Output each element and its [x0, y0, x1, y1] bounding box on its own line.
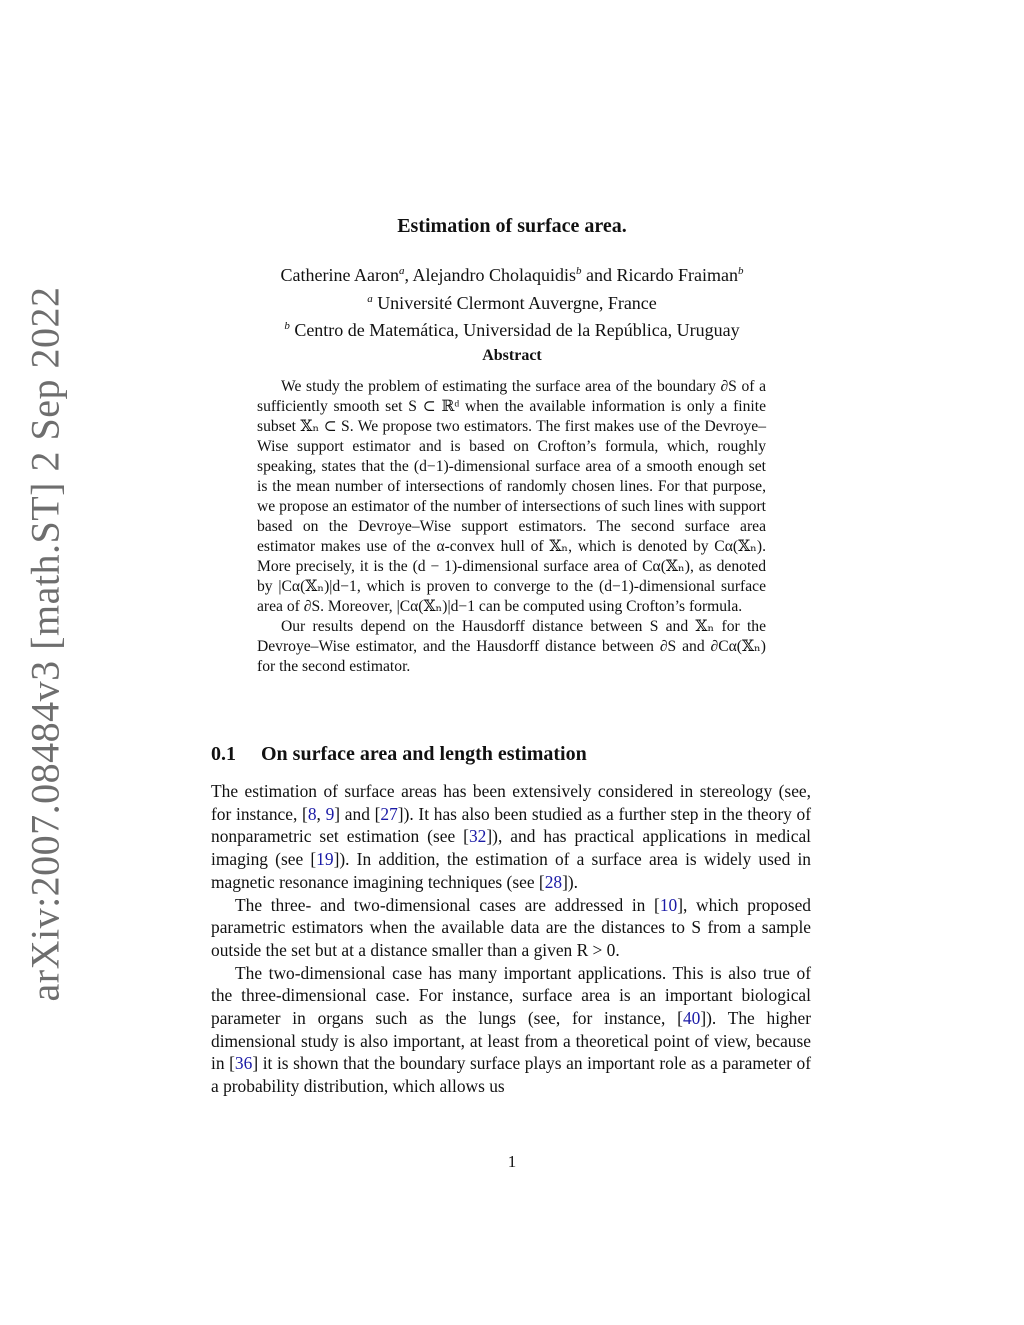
section-number: 0.1	[211, 743, 236, 765]
author-name: Alejandro Cholaquidis	[412, 265, 576, 285]
citation-link[interactable]: 9	[325, 803, 335, 824]
abstract-paragraph: We study the problem of estimating the surface area of the boundary ∂S of a sufficiently smooth set S ⊂ ℝᵈ when the available information is only a finite subset 𝕏ₙ ⊂ S. We propose two estimators. The first makes use of the Devroye–Wise support estimator and is based on Crofton’s formula, which, roughly speaking, states that the (d−1)-dimensional surface area of a smooth enough set is the mean number of intersections of randomly chosen lines. For that purpose, we propose an estimator of the number of intersections of such lines with support based on the Devroye–Wise support estimators. The second surface area estimator makes use of the α-convex hull of 𝕏ₙ, which is denoted by Cα(𝕏ₙ). More precisely, it is the (d − 1)-dimensional surface area of Cα(𝕏ₙ), as denoted by |Cα(𝕏ₙ)|d−1, which is proven to converge to the (d−1)-dimensional surface area of ∂S. Moreover, |Cα(𝕏ₙ)|d−1 can be computed using Crofton’s formula.	[257, 378, 766, 615]
affiliation-a: $^a$ Université Clermont Auvergne, France	[367, 292, 657, 313]
affiliation-b: $^b$ Centro de Matemática, Universidad de la República, Uruguay	[284, 320, 740, 340]
citation-link[interactable]: 19	[316, 849, 334, 870]
body-paragraph: The estimation of surface areas has been extensively considered in stereology (see, for instance, [8, 9] and [27]). It has also been studied as a further step in the theory of nonparametric set estimation (see [32]), and has practical applications in medical imaging (see [19]). In addition, the estimation of a surface area is widely used in magnetic resonance imagining techniques (see [28]).	[211, 781, 811, 892]
citation-link[interactable]: 10	[659, 894, 678, 915]
body-text	[211, 780, 811, 1098]
citation-link[interactable]: 28	[544, 871, 563, 892]
citation-link[interactable]: 8	[307, 803, 317, 824]
citation-link[interactable]: 27	[380, 803, 398, 824]
abstract-heading: Abstract	[482, 347, 542, 364]
abstract-body	[257, 377, 766, 677]
author-name: Catherine Aaron	[280, 265, 399, 285]
body-paragraph: The two-dimensional case has many important applications. This is also true of the three-dimensional case. For instance, surface area is an important biological parameter in organs such as the lungs (see, for instance, [40]). The higher dimensional study is also important, at least from a theoretical point of view, because in [36] it is shown that the boundary surface plays an important role as a parameter of a probability distribution, which allows us	[211, 962, 811, 1097]
citation-link[interactable]: 40	[682, 1008, 701, 1029]
paper-title: Estimation of surface area.	[397, 215, 627, 237]
section-title: On surface area and length estimation	[261, 743, 587, 765]
author-name: Ricardo Fraiman	[616, 265, 738, 285]
arxiv-sidebar-stamp	[20, 286, 70, 1002]
abstract-paragraph: Our results depend on the Hausdorff distance between S and 𝕏ₙ for the Devroye–Wise estimator, and the Hausdorff distance between ∂S and ∂Cα(𝕏ₙ) for the second estimator.	[257, 618, 766, 675]
affiliation-mark: b	[737, 265, 744, 277]
citation-link[interactable]: 32	[468, 826, 487, 847]
affiliation-mark: a	[399, 265, 405, 277]
section-heading	[211, 743, 811, 766]
affiliation-mark: b	[576, 265, 582, 277]
citation-link[interactable]: 36	[234, 1053, 253, 1074]
page-number: 1	[507, 1152, 517, 1171]
author-line: Catherine Aaron$^a$, Alejandro Cholaquidis$^b$ and Ricardo Fraiman$^b$	[280, 265, 744, 285]
body-paragraph: The three- and two-dimensional cases are addressed in [10], which proposed parametric estimators when the available data are the distances to S from a sample outside the set but at a distance smaller than a given R > 0.	[211, 894, 811, 960]
arxiv-stamp-text: arXiv:2007.08484v3 [math.ST] 2 Sep 2022	[22, 286, 68, 1002]
author-block	[0, 260, 1024, 343]
